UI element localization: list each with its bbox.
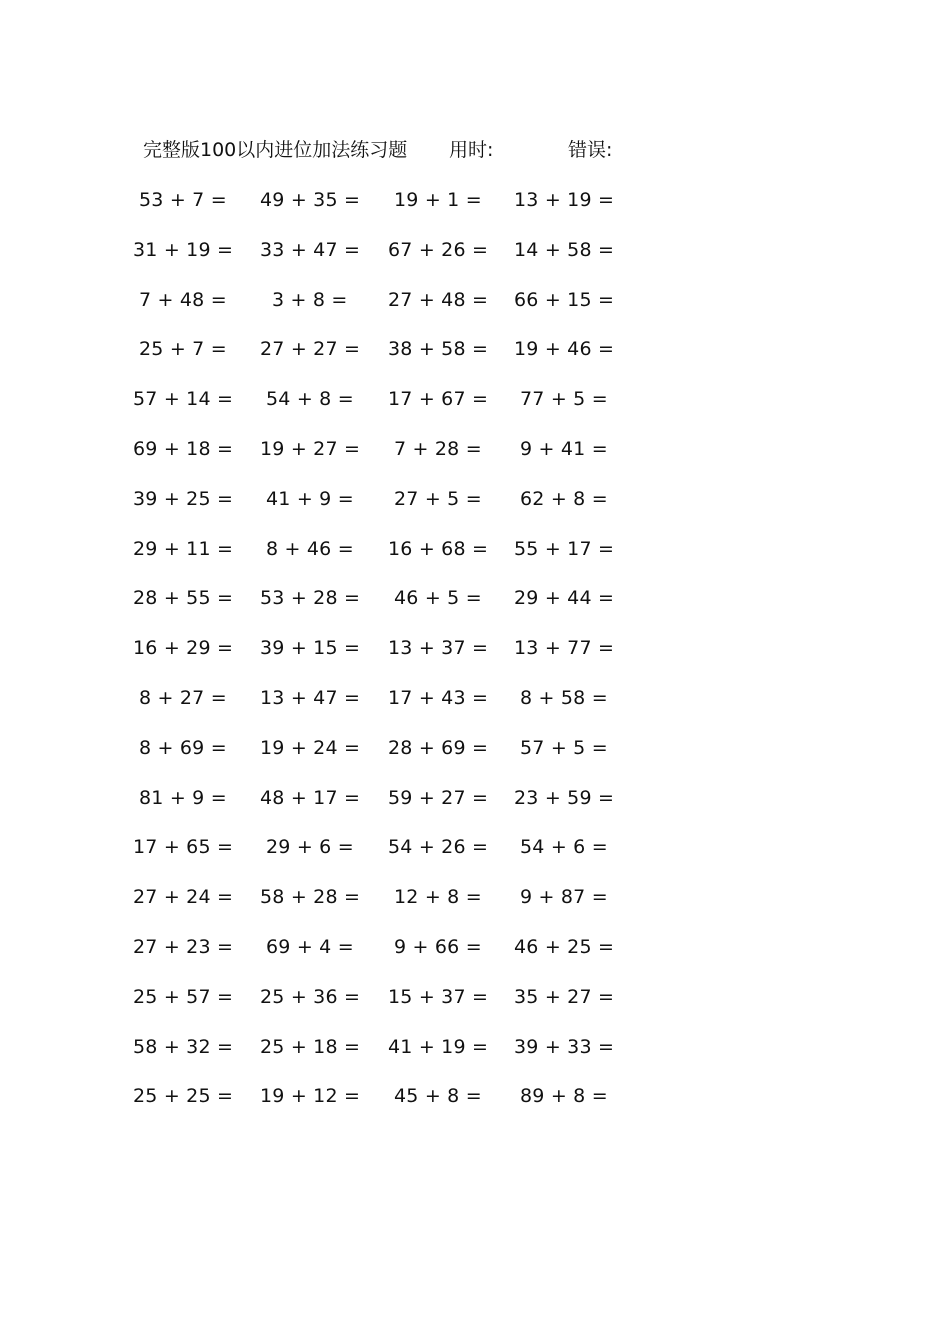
problem-item: 58 + 32 = (133, 1035, 234, 1058)
problem-item: 13 + 47 = (260, 687, 361, 709)
problem-item: 9 + 41 = (520, 438, 608, 460)
problem-item: 19 + 24 = (260, 736, 361, 759)
problem-item: 27 + 5 = (394, 487, 482, 510)
problem-item: 13 + 19 = (514, 189, 615, 211)
problem-item: 25 + 18 = (260, 1035, 361, 1058)
error-label: 错误: (568, 139, 613, 161)
problem-item: 8 + 27 = (139, 687, 227, 709)
problem-item: 53 + 28 = (260, 587, 361, 610)
problem-item: 12 + 8 = (394, 886, 482, 909)
problem-item: 17 + 65 = (133, 836, 234, 859)
problem-item: 8 + 58 = (520, 687, 608, 709)
problem-item: 59 + 27 = (388, 786, 489, 809)
problem-item: 25 + 25 = (133, 1085, 234, 1108)
problem-item: 8 + 69 = (139, 736, 227, 759)
problem-item: 28 + 55 = (133, 587, 234, 610)
problem-item: 54 + 6 = (520, 836, 608, 859)
problem-item: 29 + 6 = (266, 836, 354, 859)
problem-item: 55 + 17 = (514, 537, 615, 560)
problem-item: 39 + 33 = (514, 1035, 615, 1058)
problem-item: 46 + 25 = (514, 936, 615, 958)
problem-item: 57 + 5 = (520, 736, 608, 759)
problem-item: 46 + 5 = (394, 587, 482, 610)
problem-item: 67 + 26 = (388, 238, 489, 261)
problem-item: 19 + 12 = (260, 1085, 361, 1108)
problem-item: 41 + 19 = (388, 1035, 489, 1058)
problem-item: 69 + 18 = (133, 438, 234, 460)
problem-item: 48 + 17 = (260, 786, 361, 809)
problem-item: 53 + 7 = (139, 189, 227, 211)
problem-item: 9 + 87 = (520, 886, 608, 909)
problem-item: 16 + 29 = (133, 637, 234, 660)
problem-item: 31 + 19 = (133, 238, 234, 261)
problem-item: 7 + 48 = (139, 288, 227, 311)
problem-item: 16 + 68 = (388, 537, 489, 560)
problem-item: 45 + 8 = (394, 1085, 482, 1108)
problem-item: 17 + 43 = (388, 687, 489, 709)
problem-item: 38 + 58 = (388, 338, 489, 361)
problem-item: 28 + 69 = (388, 736, 489, 759)
problem-item: 29 + 44 = (514, 587, 615, 610)
problem-item: 25 + 36 = (260, 985, 361, 1008)
problem-item: 27 + 48 = (388, 288, 489, 311)
problem-item: 19 + 27 = (260, 438, 361, 460)
problem-item: 19 + 1 = (394, 189, 482, 211)
problem-item: 13 + 77 = (514, 637, 615, 660)
problem-item: 35 + 27 = (514, 985, 615, 1008)
problem-item: 57 + 14 = (133, 388, 234, 411)
problem-item: 17 + 67 = (388, 388, 489, 411)
problem-item: 8 + 46 = (266, 537, 354, 560)
problem-item: 77 + 5 = (520, 388, 608, 411)
problem-item: 54 + 26 = (388, 836, 489, 859)
problem-item: 54 + 8 = (266, 388, 354, 411)
problem-item: 29 + 11 = (133, 537, 234, 560)
problem-item: 33 + 47 = (260, 238, 361, 261)
problem-item: 49 + 35 = (260, 189, 361, 211)
problem-item: 81 + 9 = (139, 786, 227, 809)
problem-item: 25 + 7 = (139, 338, 227, 361)
problem-item: 27 + 23 = (133, 936, 234, 958)
problem-item: 27 + 24 = (133, 886, 234, 909)
time-label: 用时: (449, 139, 494, 161)
problem-item: 39 + 15 = (260, 637, 361, 660)
problem-item: 39 + 25 = (133, 487, 234, 510)
problem-item: 13 + 37 = (388, 637, 489, 660)
problem-item: 89 + 8 = (520, 1085, 608, 1108)
worksheet-title: 完整版100以内进位加法练习题 (143, 139, 408, 161)
problem-item: 23 + 59 = (514, 786, 615, 809)
problem-item: 27 + 27 = (260, 338, 361, 361)
problem-item: 9 + 66 = (394, 936, 482, 958)
problem-item: 66 + 15 = (514, 288, 615, 311)
problem-item: 7 + 28 = (394, 438, 482, 460)
problem-item: 58 + 28 = (260, 886, 361, 909)
problem-item: 15 + 37 = (388, 985, 489, 1008)
problem-item: 25 + 57 = (133, 985, 234, 1008)
problem-item: 62 + 8 = (520, 487, 608, 510)
problem-item: 14 + 58 = (514, 238, 615, 261)
problem-item: 19 + 46 = (514, 338, 615, 361)
problem-item: 69 + 4 = (266, 936, 354, 958)
problem-item: 41 + 9 = (266, 487, 354, 510)
problem-item: 3 + 8 = (272, 288, 348, 311)
